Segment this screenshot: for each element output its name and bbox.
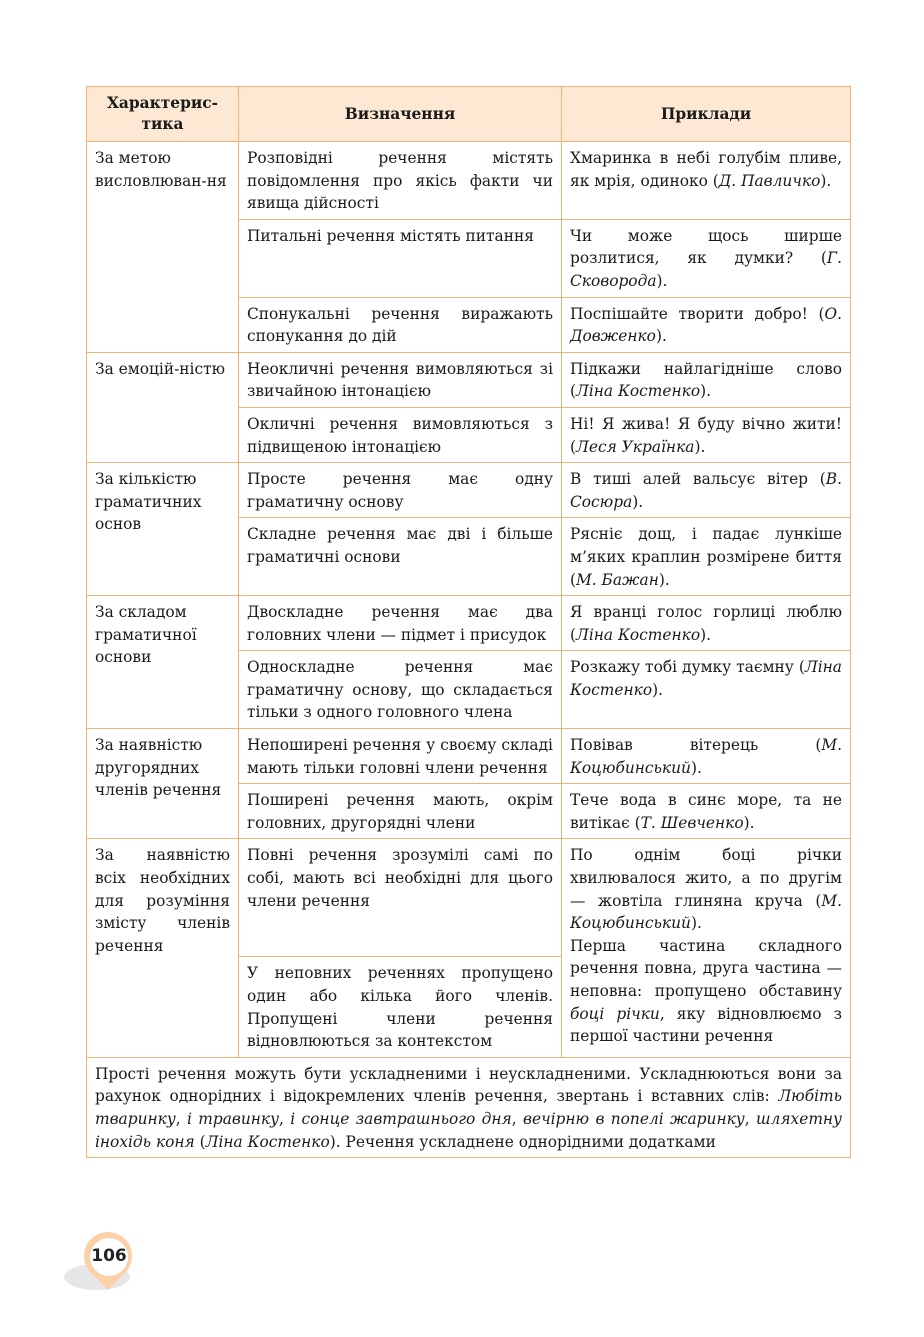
example-author: Т. Шевченко	[640, 813, 744, 832]
characteristic-cell: За складом граматичної основи	[87, 596, 239, 729]
example-author: М. Коцюбинський	[570, 891, 842, 933]
note-italic: Любіть тваринку	[95, 1087, 842, 1128]
example-end: ).	[658, 570, 670, 589]
example-end: ).	[743, 813, 755, 832]
example-text: Ні! Я жива! Я буду вічно жити! (	[570, 414, 842, 456]
example-text: В тиші алей вальсує вітер (	[570, 470, 826, 489]
header-characteristic: Характерис-тика	[87, 87, 239, 142]
header-definition: Визначення	[239, 87, 562, 142]
note-italic: і сонце завтрашнього дня	[290, 1110, 512, 1128]
note-text: Прості речення можуть бути ускладненими і неускладненими. Ускладнюються вони за рахунок однорідних і відокремлених членів речення, звертань і вставних слів:	[95, 1064, 842, 1106]
table-row	[87, 596, 851, 651]
example-text: Рясніє дощ, і падає лункіше м’яких краплин розмірене биття (	[570, 525, 842, 589]
example-italic: боці річки	[570, 1004, 660, 1023]
note-text: ,	[511, 1110, 523, 1128]
example-author: М. Бажан	[576, 570, 659, 589]
definition-cell: Двоскладне речення має два головних члени — підмет і присудок	[239, 596, 562, 651]
example-text: Чи може щось ширше розлитися, як думки? (	[570, 226, 842, 268]
example-cell	[562, 518, 851, 596]
characteristic-cell: За наявністю всіх необхідних для розуміння змісту членів речення	[87, 839, 239, 1057]
definition-cell: Розповідні речення містять повідомлення про якісь факти чи явища дійсності	[239, 142, 562, 220]
sentence-types-table	[86, 86, 851, 1158]
example-explanation-end: , яку відновлюємо з першої частини речення	[570, 1004, 842, 1046]
example-end: ).	[700, 382, 711, 401]
example-text: Підкажи найлагідніше слово (	[570, 359, 842, 401]
example-author: Г. Сковорода	[570, 249, 842, 290]
definition-cell: Непоширені речення у своєму складі мають тільки головні члени речення	[239, 729, 562, 784]
table-row	[87, 352, 851, 407]
example-author: Ліна Костенко	[576, 625, 701, 644]
example-end: ).	[632, 492, 644, 511]
note-italic: шляхетну інохідь коня	[95, 1110, 842, 1151]
example-author: Леся Українка	[576, 437, 695, 456]
note-text: ,	[175, 1110, 187, 1128]
example-cell	[562, 839, 851, 1057]
example-end: ).	[694, 437, 706, 456]
example-end: ).	[700, 625, 711, 644]
example-cell	[562, 142, 851, 220]
table-row	[87, 839, 851, 957]
example-author: Д. Павличко	[718, 171, 821, 190]
example-author: М. Коцюбинський	[570, 736, 842, 777]
definition-cell: Повні речення зрозумілі самі по собі, мають всі необхідні для цього члени речення	[239, 839, 562, 957]
example-text: По однім боці річки хвилювалося жито, а по другім — жовтіла глиняна круча (	[570, 846, 842, 910]
example-author: В. Сосюра	[570, 470, 842, 511]
note-italic: Ліна Костенко	[205, 1132, 330, 1151]
example-text: Тече вода в синє море, та не витікає (	[570, 791, 842, 832]
characteristic-cell: За наявністю другорядних членів речення	[87, 729, 239, 839]
example-cell	[562, 596, 851, 651]
page-number-marker	[62, 1226, 152, 1306]
example-explanation: Перша частина складного речення повна, друга частина — неповна: пропущено обставину	[570, 936, 842, 1000]
example-cell	[562, 352, 851, 407]
characteristic-cell: За метою висловлюван-ня	[87, 142, 239, 353]
definition-cell: Окличні речення вимовляються з підвищеною інтонацією	[239, 407, 562, 462]
example-text: Повівав вітерець (	[570, 736, 822, 755]
table-header	[87, 87, 851, 142]
definition-cell: У неповних реченнях пропущено один або кілька його членів. Пропущені члени речення відновлюються за контекстом	[239, 957, 562, 1057]
table-row	[87, 729, 851, 784]
example-text: Я вранці голос горлиці люблю (	[570, 603, 842, 644]
example-cell	[562, 651, 851, 729]
example-cell	[562, 219, 851, 297]
example-cell	[562, 297, 851, 352]
definition-cell: Неокличні речення вимовляються зі звичайною інтонацією	[239, 352, 562, 407]
example-end: ).	[655, 327, 667, 346]
characteristic-cell: За емоцій-ністю	[87, 352, 239, 462]
note-text: (	[194, 1132, 206, 1151]
example-text: Хмаринка в небі голубім пливе, як мрія, одиноко (	[570, 149, 842, 190]
header-examples: Приклади	[562, 87, 851, 142]
example-end: ).	[656, 271, 668, 290]
note-italic: вечірню в попелі жаринку	[523, 1110, 745, 1128]
example-cell	[562, 784, 851, 839]
definition-cell: Складне речення має дві і більше граматичні основи	[239, 518, 562, 596]
page-number: 106	[91, 1246, 127, 1266]
example-end: ).	[690, 758, 702, 777]
note-cell	[87, 1057, 851, 1157]
definition-cell: Просте речення має одну граматичну основу	[239, 463, 562, 518]
note-text: ). Речення ускладнене однорідними додатками	[329, 1132, 716, 1151]
definition-cell: Спонукальні речення виражають спонукання до дій	[239, 297, 562, 352]
definition-cell: Питальні речення містять питання	[239, 219, 562, 297]
note-text: ,	[279, 1110, 291, 1128]
table-row	[87, 463, 851, 518]
example-cell	[562, 407, 851, 462]
example-end: ).	[820, 171, 832, 190]
example-cell	[562, 729, 851, 784]
example-author: Ліна Костенко	[576, 382, 701, 401]
example-author: О. Довженко	[570, 304, 842, 346]
note-row	[87, 1057, 851, 1157]
example-text: Розкажу тобі думку таємну (	[570, 658, 805, 677]
example-text: Поспішайте творити добро! (	[570, 304, 825, 323]
characteristic-cell: За кількістю граматичних основ	[87, 463, 239, 596]
note-italic: і травинку	[187, 1110, 280, 1128]
note-text: ,	[744, 1110, 756, 1128]
definition-cell: Поширені речення мають, окрім головних, другорядні члени	[239, 784, 562, 839]
definition-cell: Односкладне речення має граматичну основу, що складається тільки з одного головного члена	[239, 651, 562, 729]
table-row	[87, 142, 851, 220]
example-author: Ліна Костенко	[570, 658, 842, 699]
example-cell	[562, 463, 851, 518]
example-end: ).	[652, 680, 663, 699]
example-end: ).	[690, 914, 702, 933]
